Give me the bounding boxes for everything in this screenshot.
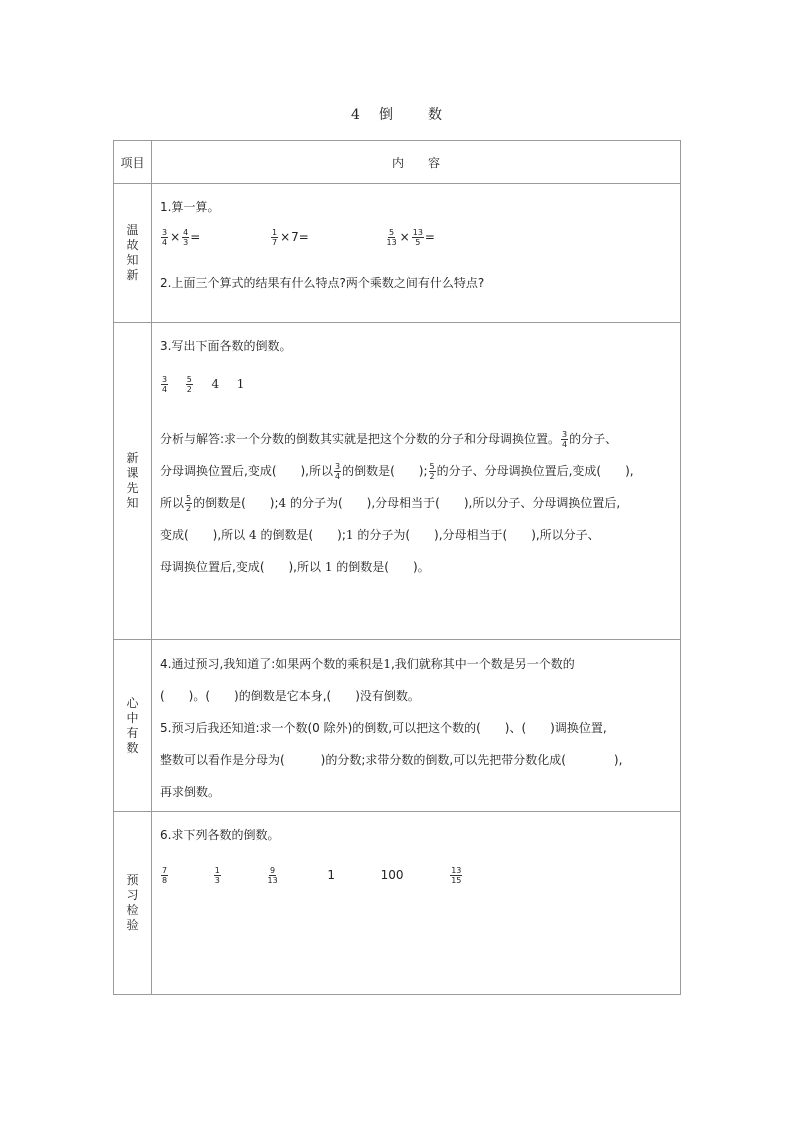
header-item-cell (114, 141, 152, 184)
analysis-line-2: 分母调换位置后,变成( ),所以 $\frac{3}{4}$ 的倒数是( ); $\frac{5}{2}$ 的分子、分母调换位置后,变成( ), (160, 462, 634, 481)
question-6: 6.求下列各数的倒数。 (160, 828, 280, 842)
analysis-line-1: 分析与解答:求一个分数的倒数其实就是把这个分数的分子和分母调换位置。 $\frac{3}{4}$ 的分子、 (160, 430, 618, 449)
section-check-content (152, 812, 681, 995)
fraction: $\frac{7}{8}$ (162, 866, 168, 885)
fraction: $\frac{5}{13}$ (386, 228, 397, 247)
question-1: 1.算一算。 (160, 200, 220, 214)
section-mind-label-cell (114, 640, 152, 812)
section-check-label: 预习检验 (126, 873, 139, 932)
header-content-cell (152, 141, 681, 184)
header-content-label: 内 容 (391, 155, 440, 170)
question-4-line-2: ( )。( )的倒数是它本身,( )没有倒数。 (160, 689, 420, 703)
header-item-label: 项目 (120, 155, 145, 170)
question-5-line-2: 整数可以看作是分母为( )的分数;求带分数的倒数,可以先把带分数化成( ), (160, 753, 623, 767)
calc-3: $\frac{5}{13}$ × $\frac{13}{5}$ = (386, 228, 435, 247)
fraction: $\frac{13}{5}$ (412, 228, 423, 247)
question-5-line-1: 5.预习后我还知道:求一个数(0 除外)的倒数,可以把这个数的( )、( )调换位置, (160, 721, 607, 735)
page-title (0, 104, 794, 124)
calc-2: $\frac{1}{7}$ ×7= (271, 228, 309, 247)
section-review-label-cell (114, 184, 152, 323)
section-review (114, 184, 681, 323)
fraction: $\frac{4}{3}$ (183, 228, 189, 247)
fraction: $\frac{3}{4}$ (562, 430, 568, 449)
q3-number-1: 1 (236, 377, 245, 391)
analysis-line-5: 母调换位置后,变成( ),所以 1 的倒数是( )。 (160, 560, 430, 574)
fraction: $\frac{5}{2}$ (186, 494, 192, 513)
section-mind-content (152, 640, 681, 812)
q6-items (160, 860, 680, 890)
fraction: $\frac{9}{13}$ (267, 866, 278, 885)
q6-number-100: 100 (380, 868, 404, 882)
section-review-label: 温故知新 (126, 223, 139, 282)
fraction: $\frac{5}{2}$ (186, 375, 192, 394)
question-5-line-3: 再求倒数。 (160, 785, 221, 799)
analysis-line-3: 所以 $\frac{5}{2}$ 的倒数是( );4 的分子为( ),分母相当于( ),所以分子、分母调换位置后, (160, 494, 621, 513)
q3-number-4: 4 (211, 377, 220, 391)
section-new-lesson (114, 323, 681, 640)
worksheet-table (113, 140, 681, 995)
fraction: $\frac{3}{4}$ (162, 375, 168, 394)
analysis-line-4: 变成( ),所以 4 的倒数是( );1 的分子为( ),分母相当于( ),所以分子、 (160, 528, 600, 542)
question-2: 2.上面三个算式的结果有什么特点?两个乘数之间有什么特点? (160, 276, 485, 290)
fraction: $\frac{5}{2}$ (429, 462, 435, 481)
q6-number-1: 1 (327, 868, 335, 882)
section-mind-label: 心中有数 (126, 695, 139, 755)
section-new-lesson-label-cell (114, 323, 152, 640)
section-review-content (152, 184, 681, 323)
fraction: $\frac{1}{3}$ (214, 866, 220, 885)
calc-row (160, 222, 680, 252)
title-number: 4 (351, 107, 361, 123)
question-4-line-1: 4.通过预习,我知道了:如果两个数的乘积是1,我们就称其中一个数是另一个数的 (160, 657, 575, 671)
question-3: 3.写出下面各数的倒数。 (160, 339, 292, 353)
title-word-1: 倒 (378, 107, 394, 123)
fraction: $\frac{13}{15}$ (451, 866, 462, 885)
fraction: $\frac{1}{7}$ (271, 228, 278, 247)
section-new-lesson-label: 新课先知 (126, 451, 139, 510)
section-mind (114, 640, 681, 812)
section-check (114, 812, 681, 995)
q3-items (160, 369, 680, 399)
fraction: $\frac{3}{4}$ (335, 462, 341, 481)
section-check-label-cell (114, 812, 152, 995)
section-new-lesson-content (152, 323, 681, 640)
calc-1: $\frac{3}{4}$ × $\frac{4}{3}$ = (162, 228, 201, 247)
fraction: $\frac{3}{4}$ (162, 228, 168, 247)
title-word-2: 数 (427, 107, 443, 123)
